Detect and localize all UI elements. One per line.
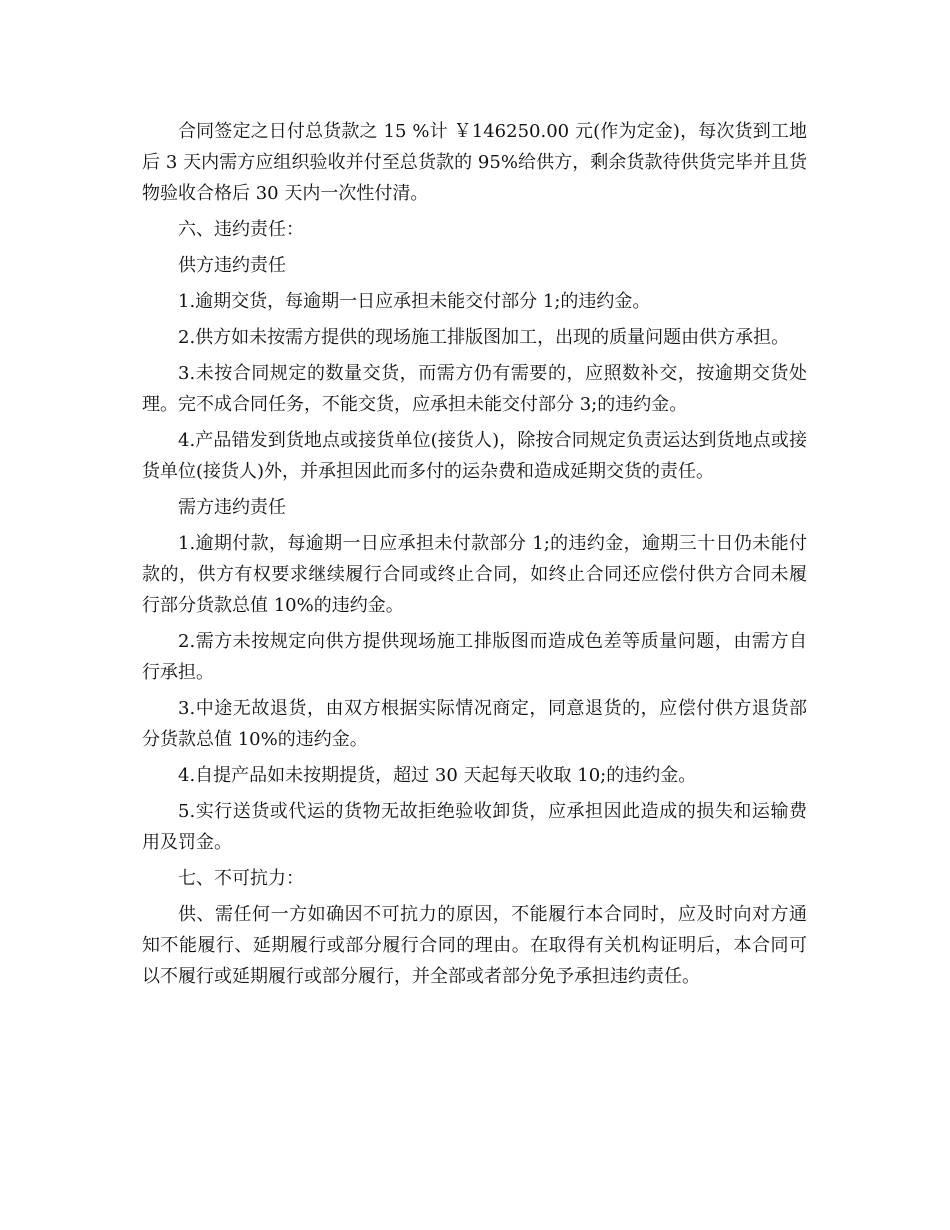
paragraph-force-majeure: 供、需任何一方如确因不可抗力的原因，不能履行本合同时，应及时向对方通知不能履行、延期履行或部分履行合同的理由。在取得有关机构证明后，本合同可以不履行或延期履行或部分履行，并全部或者部分免予承担违约责任。 [142, 904, 807, 987]
supplier-clause-1: 1.逾期交货，每逾期一日应承担未能交付部分 1;的违约金。 [178, 291, 651, 312]
buyer-clause-4: 4.自提产品如未按期提货，超过 30 天起每天收取 10;的违约金。 [178, 765, 697, 786]
supplier-clause-3: 3.未按合同规定的数量交货，而需方仍有需要的，应照数补交，按逾期交货处理。完不成合同任务，不能交货，应承担未能交付部分 3;的违约金。 [142, 363, 807, 415]
buyer-clause-5: 5.实行送货或代运的货物无故拒绝验收卸货，应承担因此造成的损失和运输费用及罚金。 [142, 801, 807, 853]
buyer-clause-2: 2.需方未按规定向供方提供现场施工排版图而造成色差等质量问题，由需方自行承担。 [142, 631, 807, 683]
heading-force-majeure: 七、不可抗力： [178, 868, 304, 889]
document-body [142, 116, 807, 997]
buyer-clause-3: 3.中途无故退货，由双方根据实际情况商定，同意退货的，应偿付供方退货部分货款总值 10%的违约金。 [142, 698, 807, 750]
supplier-clause-2: 2.供方如未按需方提供的现场施工排版图加工，出现的质量问题由供方承担。 [178, 327, 790, 348]
buyer-clause-1: 1.逾期付款，每逾期一日应承担未付款部分 1;的违约金，逾期三十日仍未能付款的，供方有权要求继续履行合同或终止合同，如终止合同还应偿付供方合同未履行部分货款总值 10%的违约金。 [142, 533, 807, 616]
paragraph-payment-terms: 合同签定之日付总货款之 15 %计 ￥146250.00 元(作为定金)，每次货到工地后 3 天内需方应组织验收并付至总货款的 95%给供方，剩余货款待供货完毕并且货物验收合格后 30 天内一次性付清。 [142, 121, 807, 204]
heading-breach-liability: 六、违约责任： [178, 219, 304, 240]
subheading-supplier-breach: 供方违约责任 [178, 255, 286, 276]
subheading-buyer-breach: 需方违约责任 [178, 497, 286, 518]
supplier-clause-4: 4.产品错发到货地点或接货单位(接货人)，除按合同规定负责运达到货地点或接货单位(接货人)外，并承担因此而多付的运杂费和造成延期交货的责任。 [142, 430, 807, 482]
